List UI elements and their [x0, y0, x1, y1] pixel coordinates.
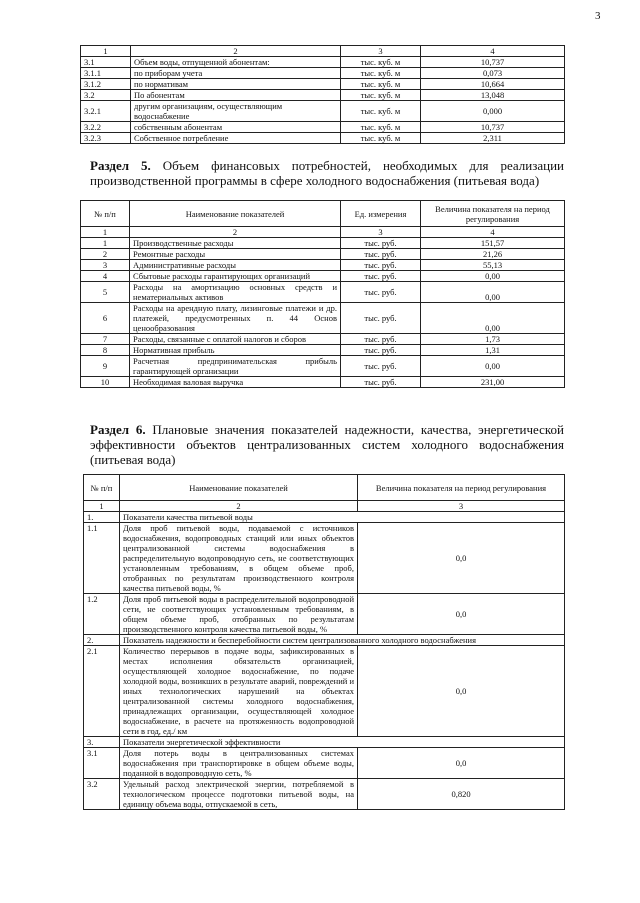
- table-row: [81, 303, 565, 334]
- row-value: 0,0: [358, 646, 565, 737]
- header-value: Величина показателя на период регулирования: [421, 201, 565, 227]
- row-name: Сбытовые расходы гарантирующих организаций: [130, 271, 341, 282]
- row-value: 0,0: [358, 594, 565, 635]
- table-row: [81, 68, 565, 79]
- row-value: 0,00: [421, 356, 565, 377]
- indicators-table: [83, 474, 565, 810]
- row-num: 3.1.1: [81, 68, 131, 79]
- row-value: 1,31: [421, 345, 565, 356]
- table-colnum-row: [81, 227, 565, 238]
- header-name: Наименование показателей: [120, 475, 358, 501]
- row-name: собственным абонентам: [131, 122, 341, 133]
- table-row: [81, 238, 565, 249]
- row-num: 3.2.1: [81, 101, 131, 122]
- page-number: 3: [595, 10, 601, 22]
- row-num: 2.1: [84, 646, 120, 737]
- row-value: 10,737: [421, 57, 565, 68]
- row-name: Доля проб питьевой воды, подаваемой с источников водоснабжения, водопроводных станций или иных объектов централизованной системы водоснабжения в распределительную водопроводную сеть, не соответствующих установленным требованиям, в общем объеме проб, отобранных по результатам производственного контроля качества питьевой воды, %: [120, 523, 358, 594]
- row-num: 3.2.2: [81, 122, 131, 133]
- group-row: [84, 737, 565, 748]
- section6-heading: [90, 422, 564, 467]
- row-name: Объем воды, отпущенной абонентам:: [131, 57, 341, 68]
- row-name: Расходы, связанные с оплатой налогов и сборов: [130, 334, 341, 345]
- col-number: 2: [131, 46, 341, 57]
- row-name: по приборам учета: [131, 68, 341, 79]
- row-value: 0,0: [358, 523, 565, 594]
- financial-needs-table: [80, 200, 565, 388]
- group-num: 1.: [84, 512, 120, 523]
- row-num: 9: [81, 356, 130, 377]
- row-num: 3: [81, 260, 130, 271]
- col-number: 4: [421, 46, 565, 57]
- section5-heading: [90, 158, 564, 188]
- table-row: [81, 356, 565, 377]
- row-unit: тыс. руб.: [341, 238, 421, 249]
- row-unit: тыс. руб.: [341, 334, 421, 345]
- col-number: 1: [81, 227, 130, 238]
- row-value: 0,000: [421, 101, 565, 122]
- row-value: 151,57: [421, 238, 565, 249]
- row-value: 0,0: [358, 748, 565, 779]
- table-row: [81, 249, 565, 260]
- row-value: 2,311: [421, 133, 565, 144]
- header-unit: Ед. измерения: [341, 201, 421, 227]
- row-num: 7: [81, 334, 130, 345]
- header-num: № п/п: [81, 201, 130, 227]
- row-num: 3.1: [81, 57, 131, 68]
- row-num: 10: [81, 377, 130, 388]
- row-unit: тыс. руб.: [341, 356, 421, 377]
- group-name: Показатели качества питьевой воды: [120, 512, 565, 523]
- row-unit: тыс. куб. м: [341, 57, 421, 68]
- row-value: 10,664: [421, 79, 565, 90]
- row-num: 4: [81, 271, 130, 282]
- table-row: [81, 90, 565, 101]
- water-volume-table: [80, 45, 565, 144]
- row-unit: тыс. куб. м: [341, 101, 421, 122]
- table-row: [81, 79, 565, 90]
- row-num: 3.2.3: [81, 133, 131, 144]
- row-value: 0,073: [421, 68, 565, 79]
- row-value: 0,00: [421, 271, 565, 282]
- row-num: 3.1.2: [81, 79, 131, 90]
- table-row: [81, 334, 565, 345]
- row-name: Доля проб питьевой воды в распределительной водопроводной сети, не соответствующих установленным требованиям, в общем объеме проб, отобранных по результатам производственного контроля качества питьевой воды, %: [120, 594, 358, 635]
- row-unit: тыс. руб.: [341, 249, 421, 260]
- header-name: Наименование показателей: [130, 201, 341, 227]
- row-name: Количество перерывов в подаче воды, зафиксированных в местах исполнения обязательств организацией, осуществляющей холодное водоснабжение, по подаче холодной воды, возникших в результате аварий, повреждений и иных технологических нарушений на объектах централизованной системы холодного водоснабжения, принадлежащих организации, осуществляющей холодное водоснабжение, в расчете на протяженность водопроводной сети в год, ед./ км: [120, 646, 358, 737]
- row-name: Необходимая валовая выручка: [130, 377, 341, 388]
- row-num: 3.2: [84, 779, 120, 810]
- table-row: [81, 101, 565, 122]
- header-value: Величина показателя на период регулирования: [358, 475, 565, 501]
- table-row: [84, 748, 565, 779]
- table-row: [81, 377, 565, 388]
- row-value: 10,737: [421, 122, 565, 133]
- row-num: 5: [81, 282, 130, 303]
- row-num: 1: [81, 238, 130, 249]
- row-num: 1.2: [84, 594, 120, 635]
- row-unit: тыс. руб.: [341, 377, 421, 388]
- row-num: 6: [81, 303, 130, 334]
- row-value: 0,00: [421, 303, 565, 334]
- row-unit: тыс. руб.: [341, 271, 421, 282]
- row-value: 13,048: [421, 90, 565, 101]
- group-row: [84, 512, 565, 523]
- row-unit: тыс. руб.: [341, 303, 421, 334]
- row-name: Собственное потребление: [131, 133, 341, 144]
- table-row: [84, 523, 565, 594]
- row-unit: тыс. куб. м: [341, 133, 421, 144]
- col-number: 4: [421, 227, 565, 238]
- row-name: другим организациям, осуществляющим водоснабжение: [131, 101, 341, 122]
- col-number: 3: [358, 501, 565, 512]
- row-name: Административные расходы: [130, 260, 341, 271]
- table-header-row: [81, 201, 565, 227]
- row-name: по нормативам: [131, 79, 341, 90]
- col-number: 2: [120, 501, 358, 512]
- row-num: 3.2: [81, 90, 131, 101]
- table-row: [84, 779, 565, 810]
- table-row: [84, 646, 565, 737]
- table-colnum-row: [84, 501, 565, 512]
- table-row: [84, 594, 565, 635]
- group-name: Показатель надежности и бесперебойности систем централизованного холодного водоснабжения: [120, 635, 565, 646]
- row-name: Нормативная прибыль: [130, 345, 341, 356]
- row-name: Удельный расход электрической энергии, потребляемой в технологическом процессе подготовки питьевой воды, на единицу объема воды, отпускаемой в сеть,: [120, 779, 358, 810]
- header-num: № п/п: [84, 475, 120, 501]
- row-unit: тыс. руб.: [341, 282, 421, 303]
- table-row: [81, 57, 565, 68]
- table-row: [81, 260, 565, 271]
- col-number: 1: [84, 501, 120, 512]
- row-value: 21,26: [421, 249, 565, 260]
- row-unit: тыс. руб.: [341, 260, 421, 271]
- row-value: 55,13: [421, 260, 565, 271]
- col-number: 3: [341, 46, 421, 57]
- group-num: 2.: [84, 635, 120, 646]
- row-unit: тыс. куб. м: [341, 90, 421, 101]
- row-value: 1,73: [421, 334, 565, 345]
- table-row: [81, 271, 565, 282]
- row-name: Ремонтные расходы: [130, 249, 341, 260]
- row-name: Расходы на амортизацию основных средств и нематериальных активов: [130, 282, 341, 303]
- group-name: Показатели энергетической эффективности: [120, 737, 565, 748]
- row-name: Расходы на арендную плату, лизинговые платежи и др. платежей, предусмотренных п. 44 Основ ценообразования: [130, 303, 341, 334]
- table-row: [81, 282, 565, 303]
- col-number: 1: [81, 46, 131, 57]
- table-header-row: [84, 475, 565, 501]
- row-name: Расчетная предпринимательская прибыль гарантирующей организации: [130, 356, 341, 377]
- section5-label: Раздел 5.: [90, 158, 151, 173]
- row-value: 0,820: [358, 779, 565, 810]
- table-row: [81, 345, 565, 356]
- table-row: [81, 133, 565, 144]
- section6-title: Плановые значения показателей надежности, качества, энергетической эффективности объектов централизованных систем холодного водоснабжения (питьевая вода): [90, 422, 565, 467]
- row-name: Доля потерь воды в централизованных системах водоснабжения при транспортировке в общем объеме воды, поданной в водопроводную сеть, %: [120, 748, 358, 779]
- row-num: 8: [81, 345, 130, 356]
- row-unit: тыс. куб. м: [341, 79, 421, 90]
- row-name: Производственные расходы: [130, 238, 341, 249]
- row-value: 0,00: [421, 282, 565, 303]
- row-num: 3.1: [84, 748, 120, 779]
- row-unit: тыс. руб.: [341, 345, 421, 356]
- section5-title: Объем финансовых потребностей, необходимых для реализации производственной программы в сфере холодного водоснабжения (питьевая вода): [90, 158, 564, 188]
- row-num: 2: [81, 249, 130, 260]
- col-number: 3: [341, 227, 421, 238]
- col-number: 2: [130, 227, 341, 238]
- group-row: [84, 635, 565, 646]
- row-name: По абонентам: [131, 90, 341, 101]
- section6-label: Раздел 6.: [90, 422, 146, 437]
- row-unit: тыс. куб. м: [341, 122, 421, 133]
- row-num: 1.1: [84, 523, 120, 594]
- row-unit: тыс. куб. м: [341, 68, 421, 79]
- group-num: 3.: [84, 737, 120, 748]
- row-value: 231,00: [421, 377, 565, 388]
- table-row: [81, 122, 565, 133]
- table-header-row: [81, 46, 565, 57]
